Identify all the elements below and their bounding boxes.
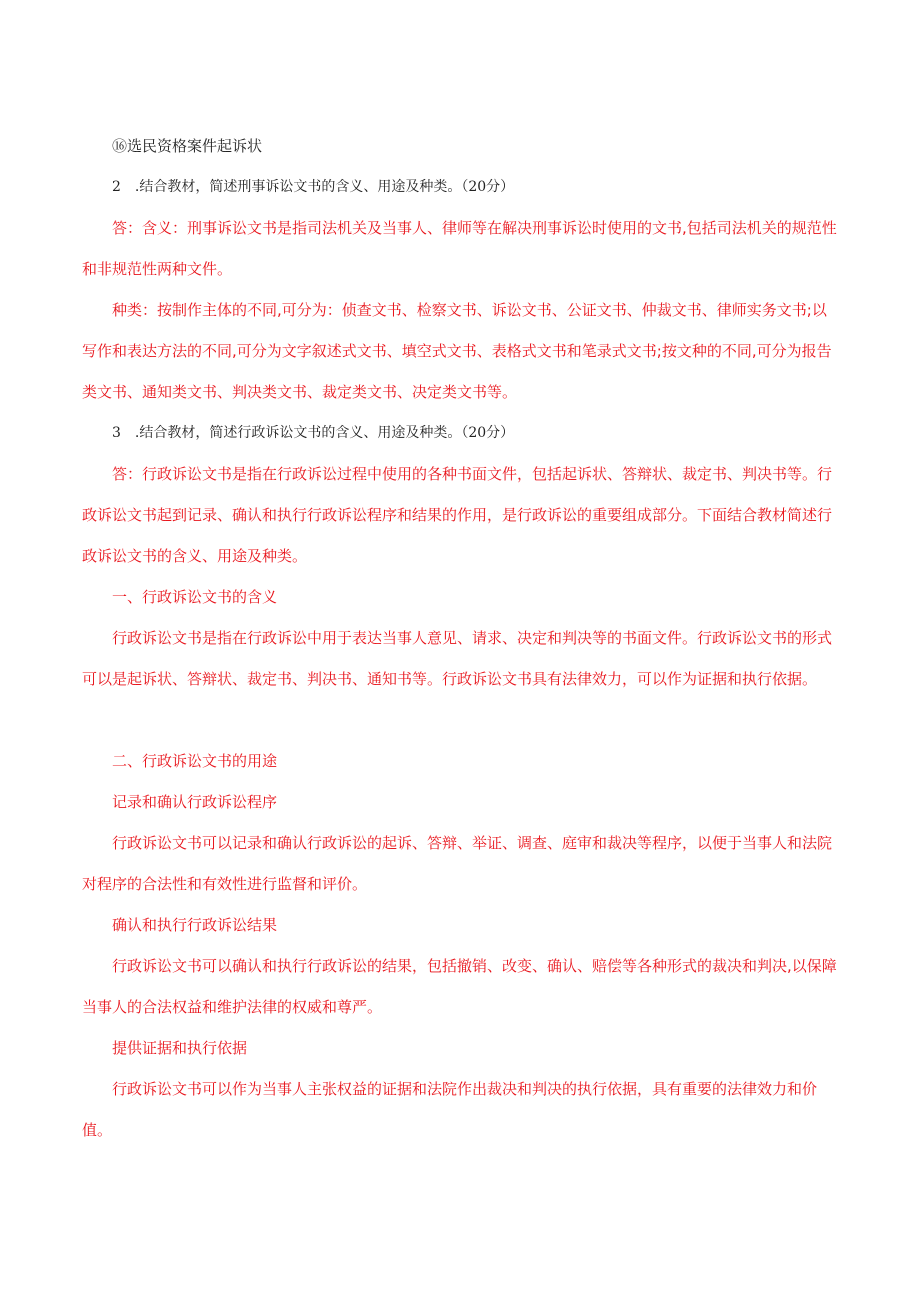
- paragraph-meaning: 行政诉讼文书是指在行政诉讼中用于表达当事人意见、请求、决定和判决等的书面文件。行政诉讼文书的形式可以是起诉状、答辩状、裁定书、判决书、通知书等。行政诉讼文书具有法律效力，可以作为证据和执行依据。: [82, 629, 833, 688]
- question-3: 3 .结合教材，简述行政诉讼文书的含义、用途及种类。（20分）: [112, 425, 515, 441]
- answer-2-meaning: 答：含义：刑事诉讼文书是指司法机关及当事人、律师等在解决刑事诉讼时使用的文书,包括司法机关的规范性和非规范性两种文件。: [82, 219, 837, 278]
- paragraph-evidence: 行政诉讼文书可以作为当事人主张权益的证据和法院作出裁决和判决的执行依据，具有重要的法律效力和价值。: [82, 1080, 818, 1139]
- question-2: 2 .结合教材，简述刑事诉讼文书的含义、用途及种类。（20分）: [112, 179, 515, 195]
- paragraph-record: 行政诉讼文书可以记录和确认行政诉讼的起诉、答辩、举证、调查、庭审和裁决等程序，以便于当事人和法院对程序的合法性和有效性进行监督和评价。: [82, 834, 833, 893]
- subheading-record: 记录和确认行政诉讼程序: [112, 793, 278, 811]
- subheading-confirm: 确认和执行行政诉讼结果: [112, 916, 278, 934]
- heading-meaning: 一、行政诉讼文书的含义: [112, 588, 278, 606]
- answer-2-types: 种类：按制作主体的不同,可分为：侦查文书、检察文书、诉讼文书、公证文书、仲裁文书、律师实务文书;以写作和表达方法的不同,可分为文字叙述式文书、填空式文书、表格式文书和笔录式文书;按文种的不同,可分为报告类文书、通知类文书、判决类文书、裁定类文书、决定类文书等。: [82, 301, 832, 401]
- heading-usage: 二、行政诉讼文书的用途: [112, 752, 278, 770]
- list-item-16: ⑯选民资格案件起诉状: [112, 137, 263, 155]
- paragraph-confirm: 行政诉讼文书可以确认和执行行政诉讼的结果，包括撤销、改变、确认、赔偿等各种形式的裁决和判决,以保障当事人的合法权益和维护法律的权威和尊严。: [82, 957, 837, 1016]
- answer-3-intro: 答：行政诉讼文书是指在行政诉讼过程中使用的各种书面文件，包括起诉状、答辩状、裁定书、判决书等。行政诉讼文书起到记录、确认和执行行政诉讼程序和结果的作用，是行政诉讼的重要组成部分。下面结合教材简述行政诉讼文书的含义、用途及种类。: [82, 465, 833, 565]
- subheading-evidence: 提供证据和执行依据: [112, 1039, 248, 1057]
